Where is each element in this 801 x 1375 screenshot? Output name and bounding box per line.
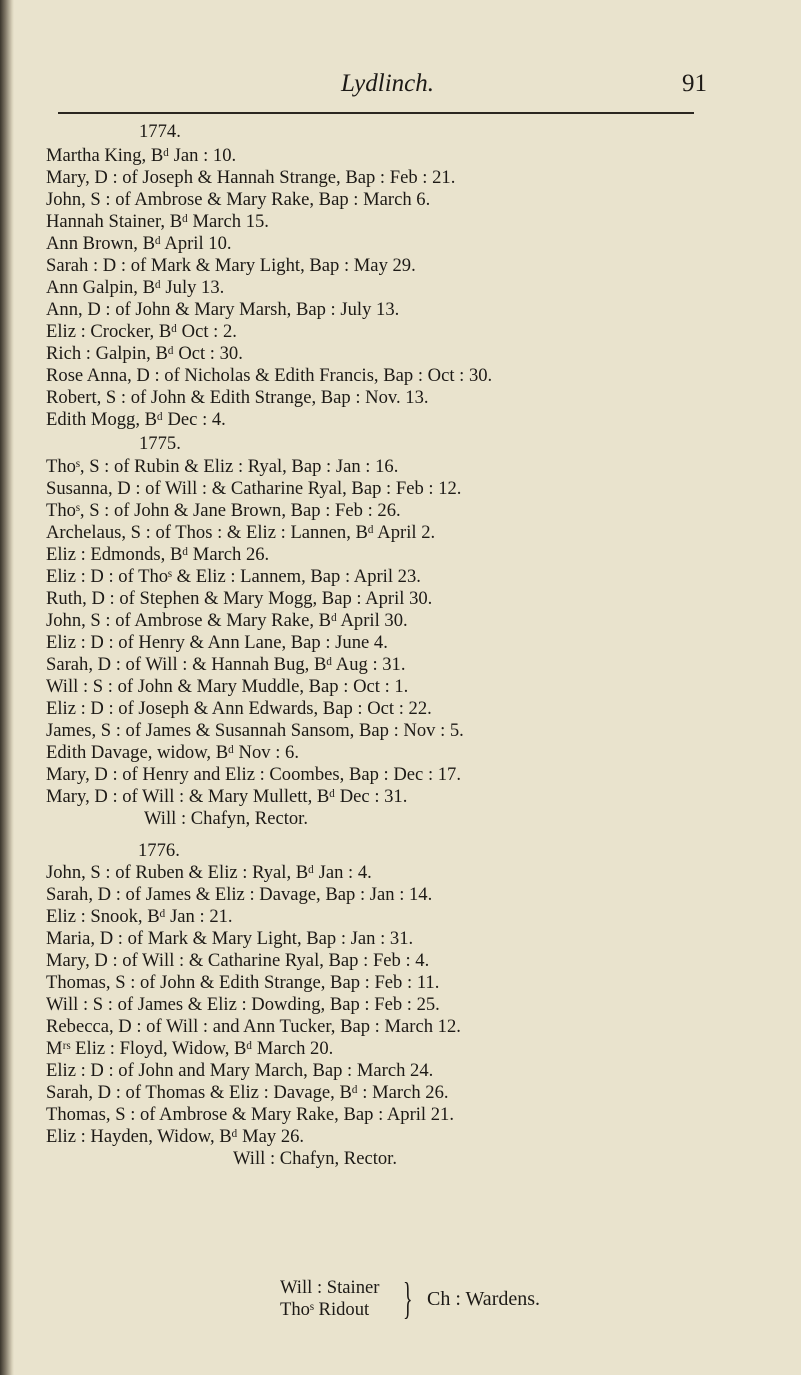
register-entry: Eliz : Snook, Bᵈ Jan : 21.	[46, 906, 233, 927]
register-entry: Mary, D : of Henry and Eliz : Coombes, Bap : Dec : 17.	[46, 764, 461, 785]
register-entry: Thomas, S : of Ambrose & Mary Rake, Bap : April 21.	[46, 1104, 454, 1125]
register-entry: Ann Brown, Bᵈ April 10.	[46, 233, 232, 254]
register-entry: Will : S : of John & Mary Muddle, Bap : Oct : 1.	[46, 676, 409, 697]
register-entry: Eliz : D : of John and Mary March, Bap : March 24.	[46, 1060, 434, 1081]
register-entry: Will : S : of James & Eliz : Dowding, Bap : Feb : 25.	[46, 994, 440, 1015]
curly-brace-icon: }	[403, 1274, 413, 1323]
register-entry: Rose Anna, D : of Nicholas & Edith Francis, Bap : Oct : 30.	[46, 365, 493, 386]
page-spine-shadow	[0, 0, 14, 1375]
register-entry: John, S : of Ambrose & Mary Rake, Bap : March 6.	[46, 189, 431, 210]
register-entry: Rich : Galpin, Bᵈ Oct : 30.	[46, 343, 243, 364]
year-heading: 1775.	[139, 433, 181, 454]
register-entry: Susanna, D : of Will : & Catharine Ryal, Bap : Feb : 12.	[46, 478, 462, 499]
register-entry: Rebecca, D : of Will : and Ann Tucker, Bap : March 12.	[46, 1016, 461, 1037]
register-entry: Edith Davage, widow, Bᵈ Nov : 6.	[46, 742, 299, 763]
header-rule	[58, 112, 694, 114]
register-entry: Hannah Stainer, Bᵈ March 15.	[46, 211, 269, 232]
rector-signature: Will : Chafyn, Rector.	[144, 808, 308, 829]
register-entry: Thoˢ, S : of Rubin & Eliz : Ryal, Bap : Jan : 16.	[46, 456, 399, 477]
warden-name: Will : Stainer	[280, 1277, 380, 1298]
register-entry: Ruth, D : of Stephen & Mary Mogg, Bap : April 30.	[46, 588, 433, 609]
page-number: 91	[682, 70, 707, 97]
register-entry: Ann, D : of John & Mary Marsh, Bap : July 13.	[46, 299, 400, 320]
register-entry: Eliz : Hayden, Widow, Bᵈ May 26.	[46, 1126, 305, 1147]
register-entry: Sarah, D : of Will : & Hannah Bug, Bᵈ Aug : 31.	[46, 654, 406, 675]
register-entry: James, S : of James & Susannah Sansom, Bap : Nov : 5.	[46, 720, 464, 741]
register-entry: Eliz : Edmonds, Bᵈ March 26.	[46, 544, 270, 565]
register-entry: Thoˢ, S : of John & Jane Brown, Bap : Feb : 26.	[46, 500, 401, 521]
year-heading: 1776.	[138, 840, 180, 861]
warden-name: Thoˢ Ridout	[280, 1299, 370, 1320]
register-entry: Mʳˢ Eliz : Floyd, Widow, Bᵈ March 20.	[46, 1038, 334, 1059]
churchwardens-signatures	[280, 1277, 379, 1321]
register-entry: Mary, D : of Will : & Mary Mullett, Bᵈ Dec : 31.	[46, 786, 408, 807]
register-entry: Eliz : D : of Henry & Ann Lane, Bap : June 4.	[46, 632, 388, 653]
register-entry: Sarah, D : of Thomas & Eliz : Davage, Bᵈ : March 26.	[46, 1082, 449, 1103]
register-entry: John, S : of Ambrose & Mary Rake, Bᵈ April 30.	[46, 610, 408, 631]
register-entry: Eliz : D : of Thoˢ & Eliz : Lannem, Bap : April 23.	[46, 566, 421, 587]
register-entry: Sarah : D : of Mark & Mary Light, Bap : May 29.	[46, 255, 416, 276]
register-entry: Archelaus, S : of Thos : & Eliz : Lannen, Bᵈ April 2.	[46, 522, 436, 543]
year-heading: 1774.	[139, 121, 181, 142]
register-entry: Thomas, S : of John & Edith Strange, Bap : Feb : 11.	[46, 972, 440, 993]
register-entry: Sarah, D : of James & Eliz : Davage, Bap : Jan : 14.	[46, 884, 433, 905]
register-entry: Martha King, Bᵈ Jan : 10.	[46, 145, 237, 166]
churchwardens-label: Ch : Wardens.	[427, 1288, 541, 1310]
rector-signature: Will : Chafyn, Rector.	[233, 1148, 397, 1169]
register-entry: Mary, D : of Joseph & Hannah Strange, Bap : Feb : 21.	[46, 167, 456, 188]
register-entry: Ann Galpin, Bᵈ July 13.	[46, 277, 225, 298]
register-entry: Eliz : Crocker, Bᵈ Oct : 2.	[46, 321, 237, 342]
register-entry: John, S : of Ruben & Eliz : Ryal, Bᵈ Jan : 4.	[46, 862, 372, 883]
register-entry: Maria, D : of Mark & Mary Light, Bap : Jan : 31.	[46, 928, 414, 949]
register-entry: Edith Mogg, Bᵈ Dec : 4.	[46, 409, 226, 430]
register-entry: Robert, S : of John & Edith Strange, Bap : Nov. 13.	[46, 387, 429, 408]
register-entry: Eliz : D : of Joseph & Ann Edwards, Bap : Oct : 22.	[46, 698, 432, 719]
running-header-title: Lydlinch.	[341, 70, 434, 97]
register-entry: Mary, D : of Will : & Catharine Ryal, Bap : Feb : 4.	[46, 950, 430, 971]
